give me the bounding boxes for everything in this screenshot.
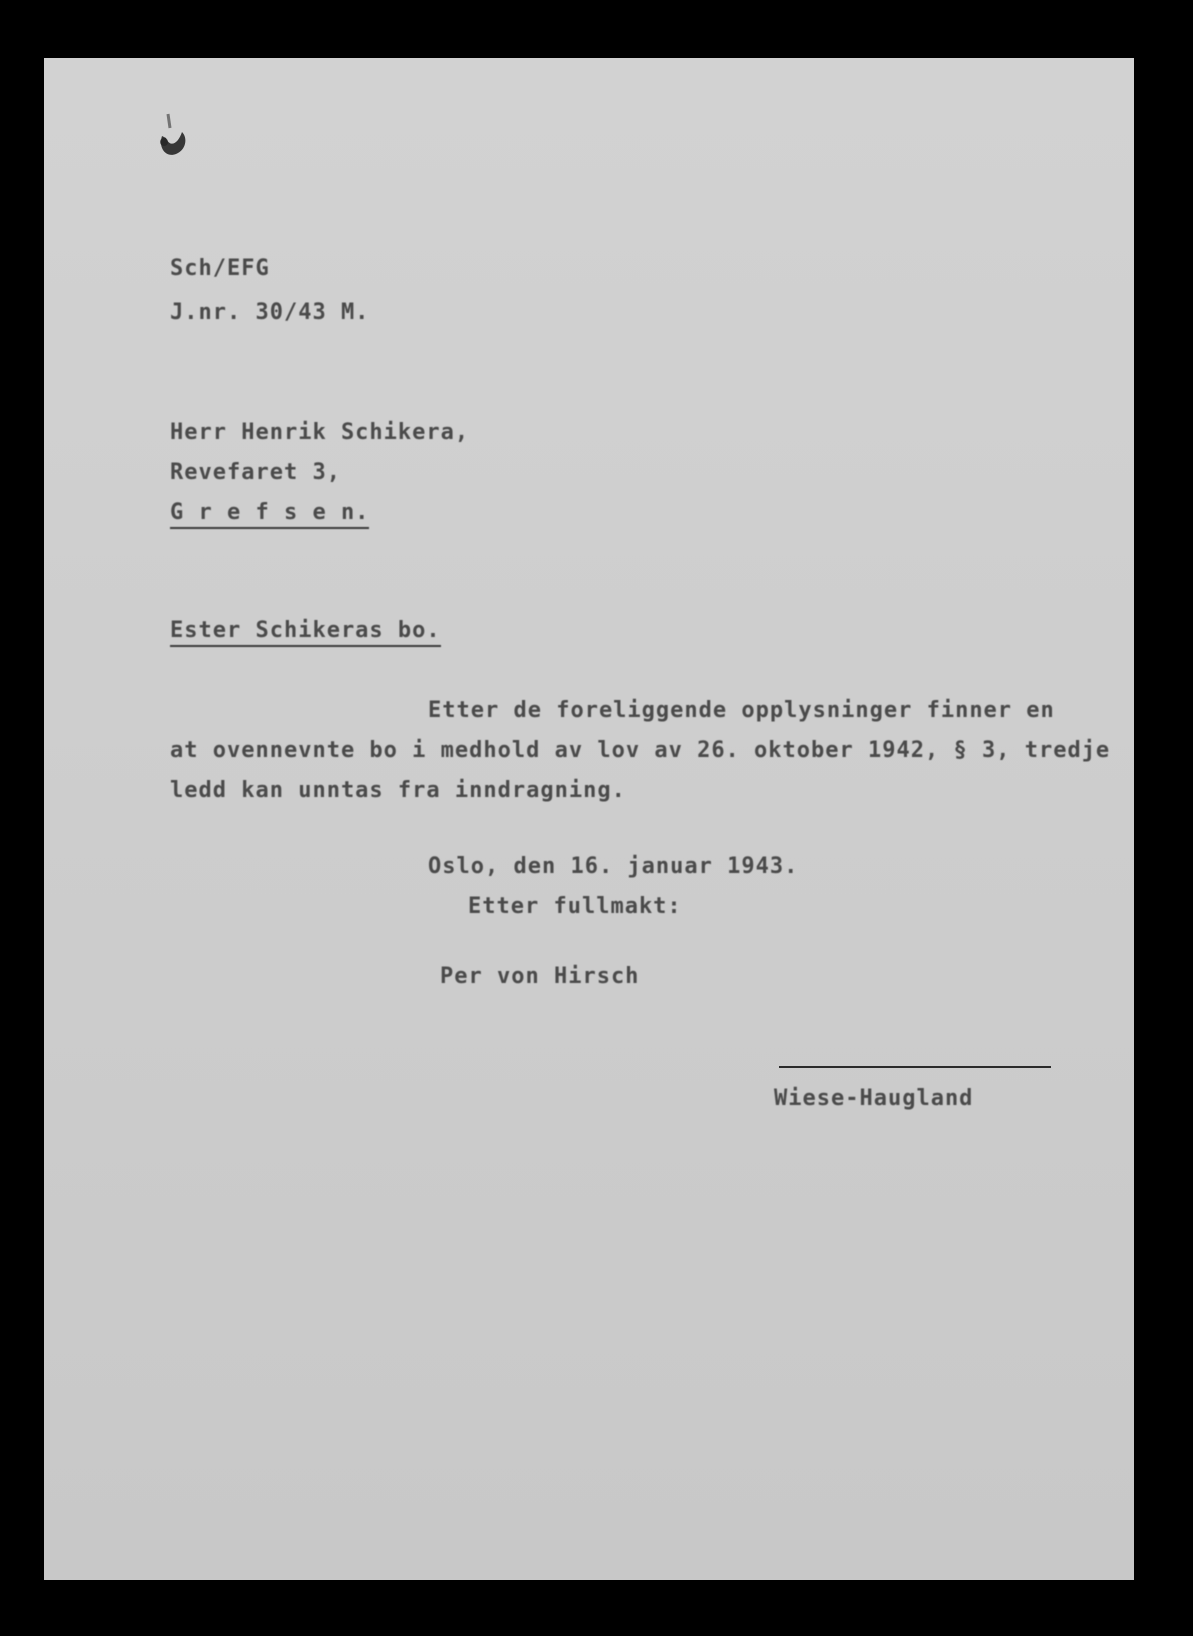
place-date: Oslo, den 16. januar 1943. xyxy=(428,854,799,879)
body-line-3: ledd kan unntas fra inndragning. xyxy=(170,778,626,803)
ink-blot-mark xyxy=(148,108,194,160)
addressee-name: Herr Henrik Schikera, xyxy=(170,420,470,445)
countersign-name: Wiese-Haugland xyxy=(774,1086,974,1111)
journal-number: J.nr. 30/43 M. xyxy=(170,300,370,325)
authority-line: Etter fullmakt: xyxy=(468,894,682,919)
body-line-1: Etter de foreliggende opplysninger finner en xyxy=(428,698,1055,723)
signatory-name: Per von Hirsch xyxy=(440,964,640,989)
addressee-city: G r e f s e n. xyxy=(170,500,369,529)
subject-line: Ester Schikeras bo. xyxy=(170,618,441,647)
body-line-2: at ovennevnte bo i medhold av lov av 26. oktober 1942, § 3, tredje xyxy=(170,738,1111,763)
signature-line xyxy=(779,1066,1051,1068)
reference-initials: Sch/EFG xyxy=(170,256,270,281)
addressee-street: Revefaret 3, xyxy=(170,460,341,485)
document-page xyxy=(44,58,1134,1580)
